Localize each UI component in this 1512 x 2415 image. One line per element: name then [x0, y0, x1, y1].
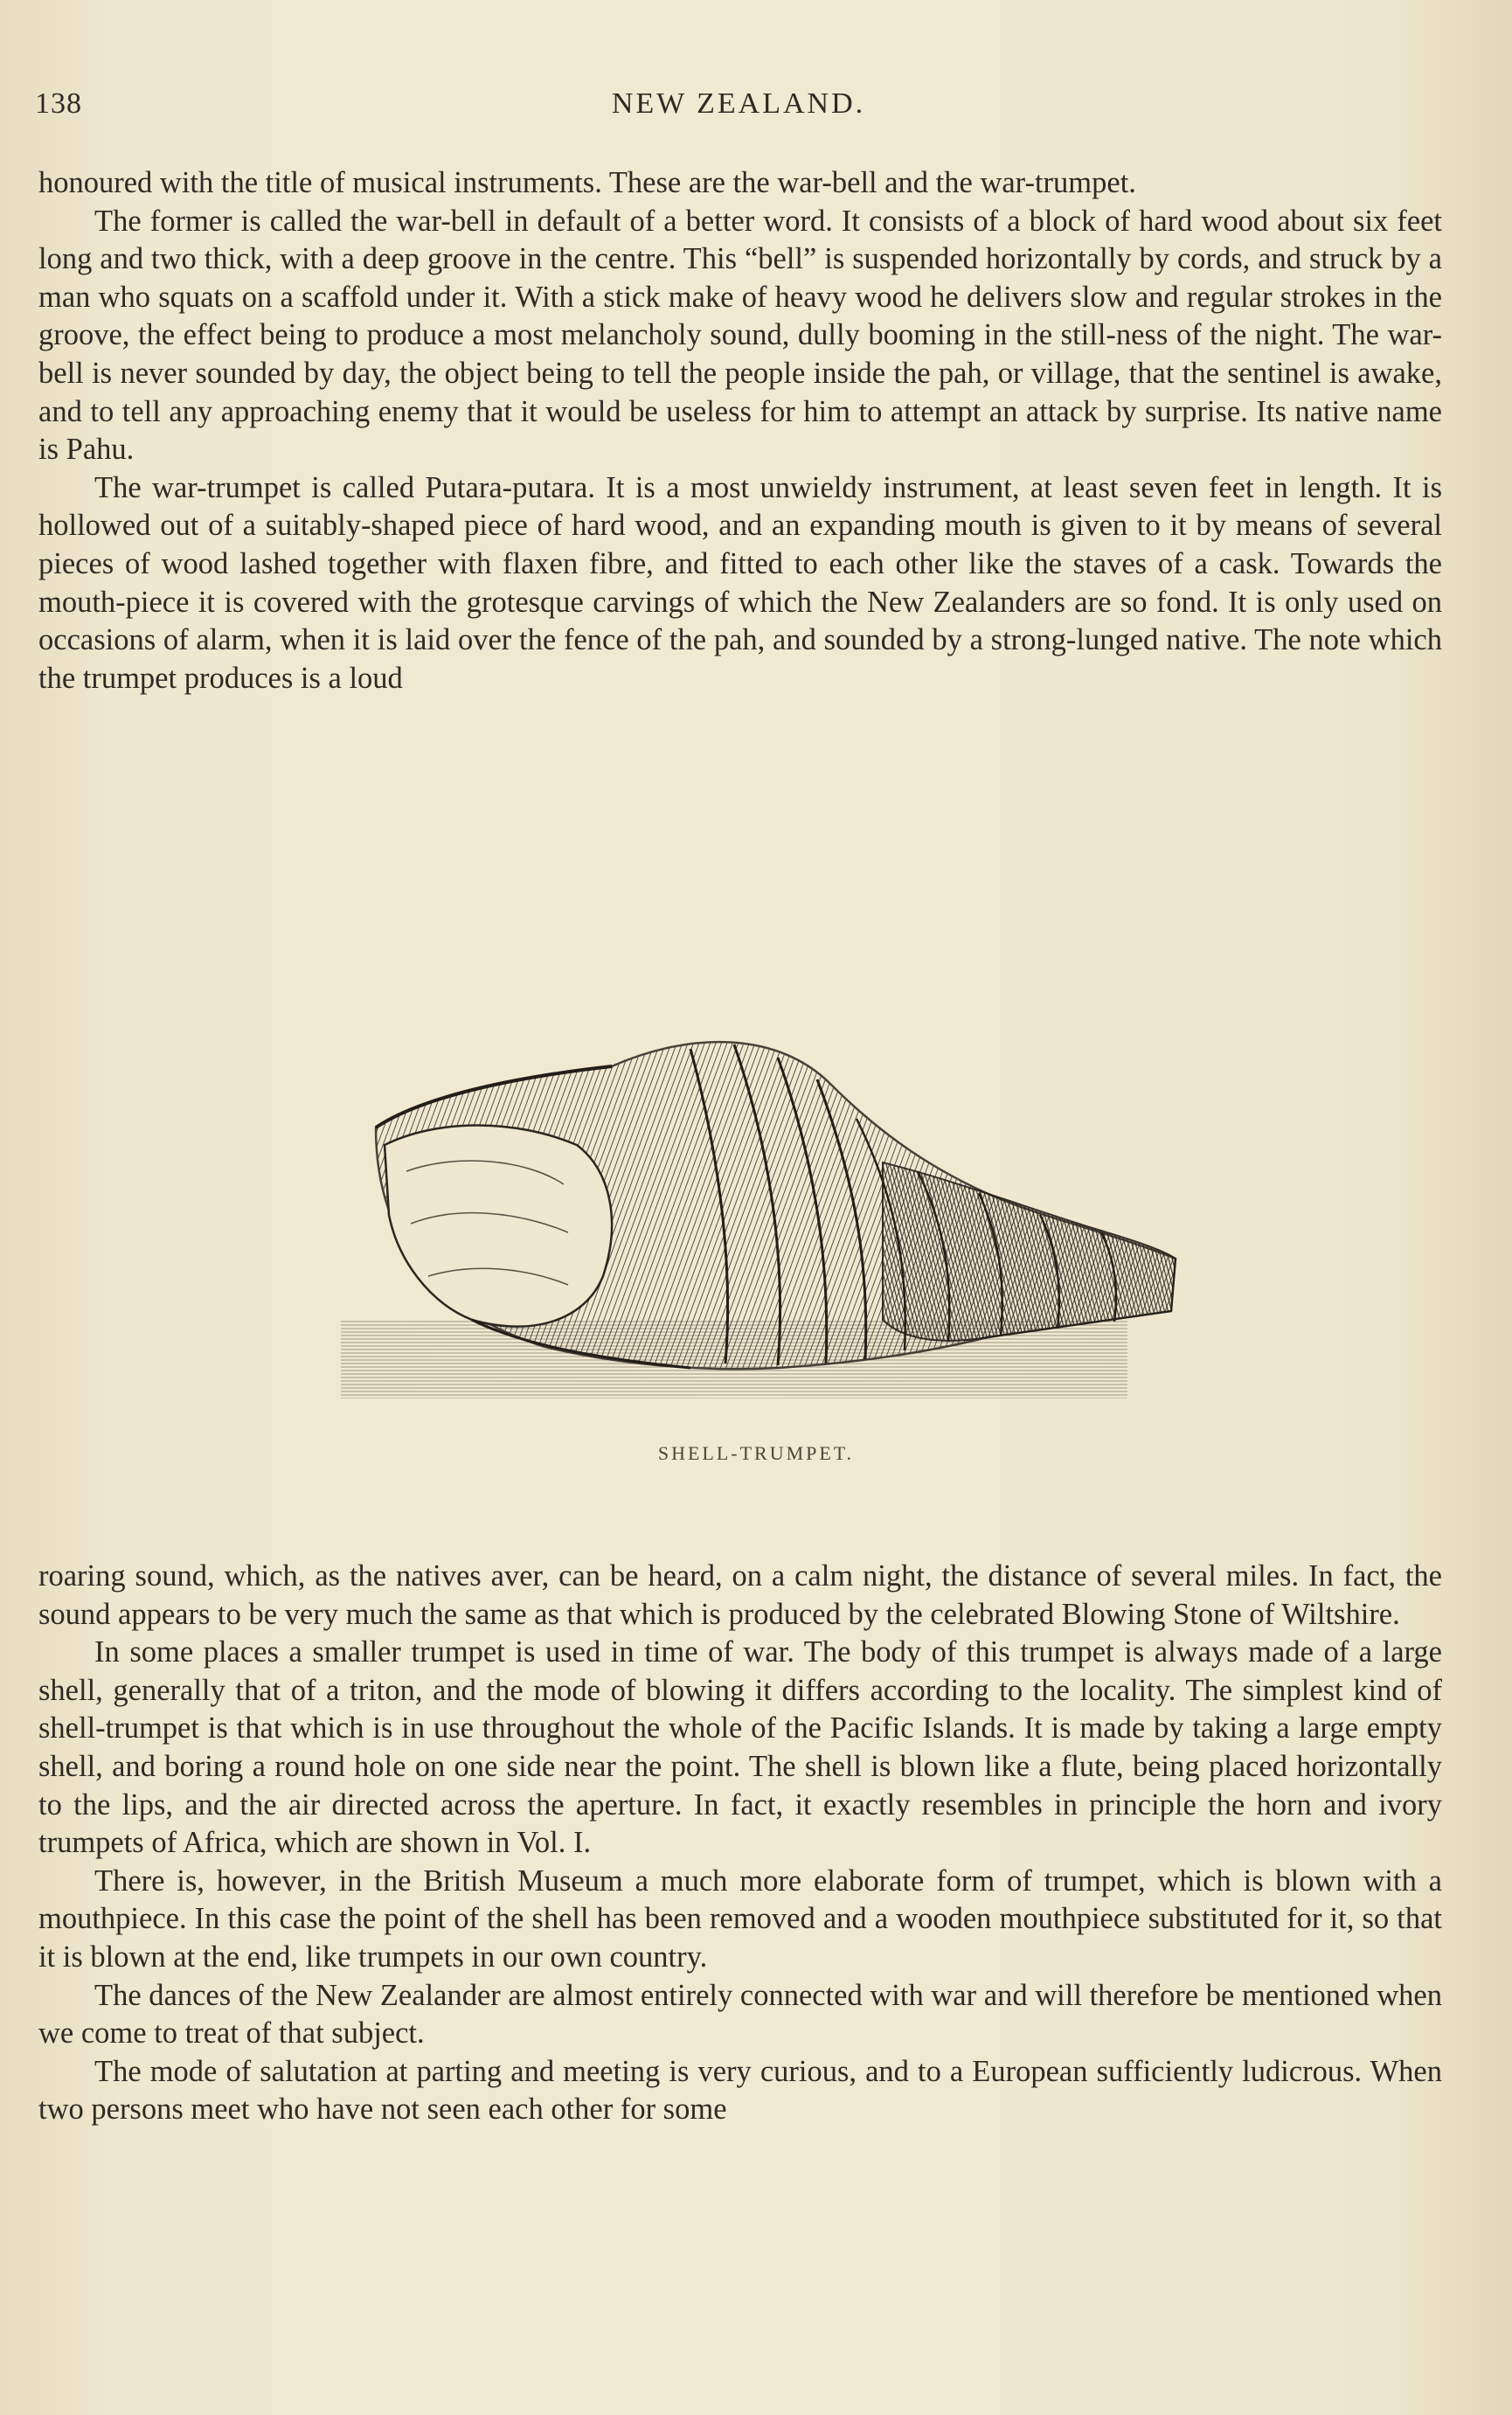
paragraph: The mode of salutation at parting and meeting is very curious, and to a European sufficiently ludicrous. When two persons meet who have not seen each other for some	[38, 2054, 1442, 2127]
text-before-figure	[38, 164, 1442, 697]
paragraph: The dances of the New Zealander are almost entirely connected with war and will therefore be mentioned when we come to treat of that subject.	[38, 1978, 1442, 2051]
shell-trumpet-engraving	[323, 970, 1180, 1425]
paragraph: There is, however, in the British Museum a much more elaborate form of trumpet, which is blown with a mouthpiece. In this case the point of the shell has been removed and a wooden mouthpiece substituted for it, so that it is blown at the end, like trumpets in our own country.	[38, 1863, 1442, 1974]
page-header	[35, 87, 1442, 131]
paragraph: The war-trumpet is called Putara-putara. It is a most unwieldy instrument, at least seven feet in length. It is hollowed out of a suitably-shaped piece of hard wood, and an expanding mouth is given to it by means of several pieces of wood lashed together with flaxen fibre, and fitted to each other like the staves of a cask. Towards the mouth-piece it is covered with the grotesque carvings of which the New Zealanders are so fond. It is only used on occasions of alarm, when it is laid over the fence of the pah, and sounded by a strong-lunged native. The note which the trumpet produces is a loud	[38, 470, 1442, 695]
page-number: 138	[35, 87, 82, 120]
text-after-figure	[38, 1558, 1442, 2129]
shell-trumpet-illustration	[323, 970, 1180, 1425]
paragraph: In some places a smaller trumpet is used in time of war. The body of this trumpet is always made of a large shell, generally that of a triton, and the mode of blowing it differs according to the locality. The simplest kind of shell-trumpet is that which is in use throughout the whole of the Pacific Islands. It is made by taking a large empty shell, and boring a round hole on one side near the point. The shell is blown like a flute, being placed horizontally to the lips, and the air directed across the aperture. In fact, it exactly resembles in principle the horn and ivory trumpets of Africa, which are shown in Vol. I.	[38, 1635, 1442, 1860]
paragraph: roaring sound, which, as the natives aver, can be heard, on a calm night, the distance of several miles. In fact, the sound appears to be very much the same as that which is produced by the celebrated Blowing Stone of Wiltshire.	[38, 1559, 1442, 1631]
running-head: NEW ZEALAND.	[611, 87, 866, 120]
figure-caption: SHELL-TRUMPET.	[657, 1442, 855, 1464]
paragraph: honoured with the title of musical instruments. These are the war-bell and the war-trumpet.	[38, 166, 1136, 199]
paragraph: The former is called the war-bell in default of a better word. It consists of a block of hard wood about six feet long and two thick, with a deep groove in the centre. This “bell” is suspended horizontally by cords, and struck by a man who squats on a scaffold under it. With a stick make of heavy wood he delivers slow and regular strokes in the groove, the effect being to produce a most melancholy sound, dully booming in the still-ness of the night. The war-bell is never sounded by day, the object being to tell the people inside the pah, or village, that the sentinel is awake, and to tell any approaching enemy that it would be useless for him to attempt an attack by surprise. Its native name is Pahu.	[38, 204, 1442, 467]
